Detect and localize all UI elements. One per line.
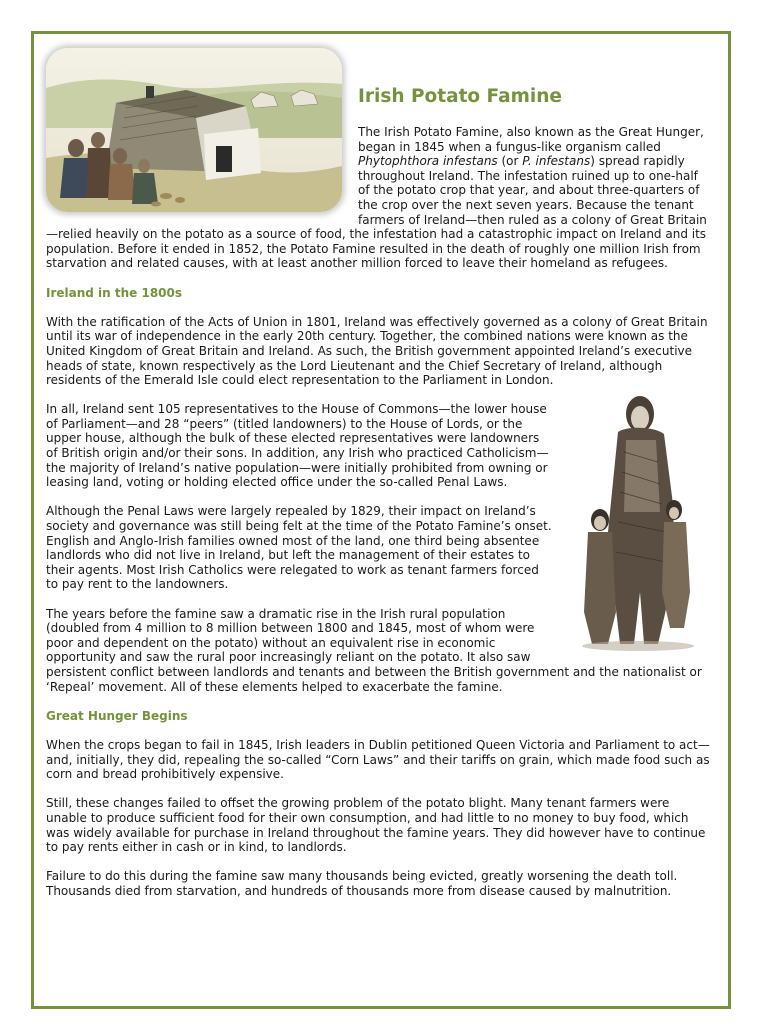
- section1-paragraph-2: In all, Ireland sent 105 representatives to the House of Commons—the lower house of Parliament—and 28 “peers” (titled landowners) to the House of Lords, or the upper house, although the bulk of these elected representatives were landowners of British origin and/or their sons. In addition, any Irish who practiced Catholicism—the majority of Ireland’s native population—were initially prohibited from owning or leasing land, voting or holding elected office under the so-called Penal Laws.: [46, 402, 549, 490]
- section-heading-ireland-1800s: Ireland in the 1800s: [46, 285, 183, 300]
- section2-paragraph-3: Failure to do this during the famine saw many thousands being evicted, greatly worsening the death toll. Thousands died from starvation, and hundreds of thousands more from disease caused by malnutrition.: [46, 869, 678, 898]
- section-heading-great-hunger: Great Hunger Begins: [46, 708, 188, 723]
- section2-paragraph-2: Still, these changes failed to offset the growing problem of the potato blight. Many tenant farmers were unable to produce sufficient food for their own consumption, and had little to no money to buy food, which was widely available for purchase in Ireland throughout the famine years. They did however have to continue to pay rents either in cash or in kind, to landlords.: [46, 796, 706, 855]
- intro-text-2: (or: [497, 154, 523, 169]
- cottage-illustration: [46, 48, 342, 212]
- section1-paragraph-4: The years before the famine saw a dramatic rise in the Irish rural population (doubled from 4 million to 8 million between 1800 and 1845, most of whom were poor and dependent on the potato) without an equivalent rise in economic opportunity and saw the rural poor increasingly reliant on the potato. It also saw persistent conflict between landlords and tenants and between the British government and the nationalist or ‘Repeal’ movement. All of these elements helped to exacerbate the famine.: [46, 606, 702, 694]
- intro-italic-1: Phytophthora infestans: [358, 154, 498, 169]
- section1-paragraph-1: With the ratification of the Acts of Union in 1801, Ireland was effectively governed as a colony of Great Britain until its war of independence in the early 20th century. Together, the combined nations were known as the United Kingdom of Great Britain and Ireland. As such, the British government appointed Ireland’s executive heads of state, known respectively as the Lord Lieutenant and the Chief Secretary of Ireland, although residents of the Emerald Isle could elect representation to the Parliament in London.: [46, 314, 708, 388]
- intro-text-3: ) spread rapidly throughout Ireland. The infestation ruined up to one-half of the potato crop that year, and about three-quarters of the crop over the next seven years. Because the tenant farmers of Ireland—then ruled as a colony of Great Britain—relied heavily on the potato as a source of food, the infestation had a catastrophic impact on Ireland and its population. Before it ended in 1852, the Potato Famine resulted in the death of roughly one million Irish from starvation and related causes, with at least another million forced to leave their homeland as refugees.: [46, 154, 707, 271]
- intro-text-1: The Irish Potato Famine, also known as the Great Hunger, began in 1845 when a fungus-like organism called: [358, 125, 704, 154]
- intro-italic-2: P. infestans: [522, 154, 591, 169]
- section1-paragraph-3: Although the Penal Laws were largely repealed by 1829, their impact on Ireland’s society and governance was still being felt at the time of the Potato Famine’s onset. English and Anglo-Irish families owned most of the land, one third being absentee landlords who did not live in Ireland, but left the management of their estates to their agents. Most Irish Catholics were relegated to work as tenant farmers forced to pay rent to the landowners.: [46, 504, 552, 592]
- famine-figure-illustration: [574, 392, 702, 652]
- section2-paragraph-1: When the crops began to fail in 1845, Irish leaders in Dublin petitioned Queen Victoria and Parliament to act—and, initially, they did, repealing the so-called “Corn Laws” and their tariffs on grain, which made food such as corn and bread prohibitively expensive.: [46, 737, 710, 782]
- page-title: Irish Potato Famine: [358, 86, 562, 107]
- article: [46, 48, 710, 913]
